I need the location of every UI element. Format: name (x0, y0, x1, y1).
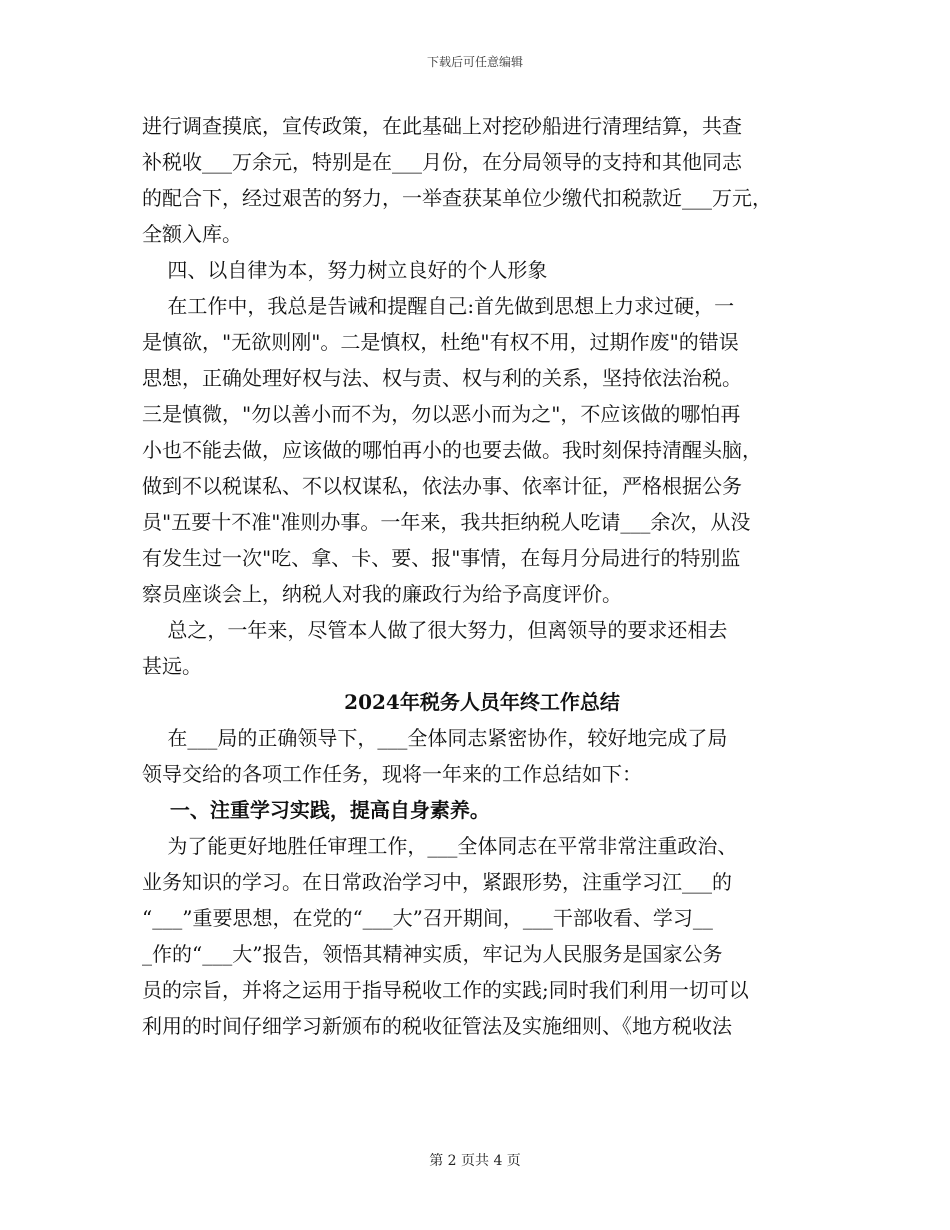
body-line: 总之，一年来，尽管本人做了很大努力，但离领导的要求还相去 (142, 618, 728, 642)
section-heading: 四、以自律为本，努力树立良好的个人形象 (142, 258, 548, 282)
body-line: _作的“___大”报告，领悟其精神实质，牢记为人民服务是国家公务 (142, 942, 723, 966)
body-line: 三是慎微，"勿以善小而不为，勿以恶小而为之"，不应该做的哪怕再 (142, 402, 741, 426)
body-line: 利用的时间仔细学习新颁布的税收征管法及实施细则、《地方税收法 (142, 1014, 732, 1038)
body-line: 补税收___万余元，特别是在___月份，在分局领导的支持和其他同志 (142, 150, 742, 174)
section-heading: 一、注重学习实践，提高自身素养。 (142, 798, 490, 822)
page-header: 下载后可任意编辑 (426, 55, 523, 69)
body-line: 员的宗旨，并将之运用于指导税收工作的实践;同时我们利用一切可以 (142, 978, 749, 1002)
body-line: 领导交给的各项工作任务，现将一年来的工作总结如下： (142, 762, 642, 786)
body-line: “___”重要思想，在党的“___大”召开期间，___干部收看、学习__ (142, 906, 713, 930)
body-line: 是慎欲，"无欲则刚"。二是慎权，杜绝"有权不用，过期作废"的错误 (142, 330, 739, 354)
body-line: 察员座谈会上，纳税人对我的廉政行为给予高度评价。 (142, 582, 622, 606)
body-line: 甚远。 (142, 654, 202, 678)
page-number-footer: 第 2 页共 4 页 (429, 1153, 521, 1169)
body-line: 在工作中，我总是告诫和提醒自己:首先做到思想上力求过硬，一 (142, 294, 735, 318)
body-line: 做到不以税谋私、不以权谋私，依法办事、依率计征，严格根据公务 (142, 474, 742, 498)
body-line: 全额入库。 (142, 222, 242, 246)
document-title: 2024年税务人员年终工作总结 (344, 690, 620, 714)
body-line: 业务知识的学习。在日常政治学习中，紧跟形势，注重学习江___的 (142, 870, 732, 894)
body-line: 的配合下，经过艰苦的努力，一举查获某单位少缴代扣税款近___万元， (142, 186, 772, 210)
body-line: 进行调查摸底，宣传政策，在此基础上对挖砂船进行清理结算，共查 (142, 114, 742, 138)
body-line: 小也不能去做，应该做的哪怕再小的也要去做。我时刻保持清醒头脑， (142, 438, 762, 462)
body-line: 有发生过一次"吃、拿、卡、要、报"事情，在每月分局进行的特别监 (142, 546, 741, 570)
body-line: 在___局的正确领导下，___全体同志紧密协作，较好地完成了局 (142, 726, 728, 750)
body-line: 员"五要十不准"准则办事。一年来，我共拒纳税人吃请___余次，从没 (142, 510, 751, 534)
document-body (142, 108, 822, 1044)
body-line: 思想，正确处理好权与法、权与责、权与利的关系，坚持依法治税。 (142, 366, 742, 390)
body-line: 为了能更好地胜任审理工作，___全体同志在平常非常注重政治、 (142, 834, 738, 858)
